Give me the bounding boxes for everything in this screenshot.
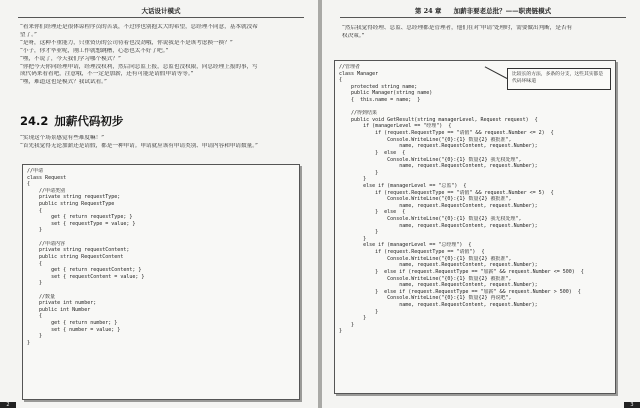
code-line: { (27, 260, 43, 267)
chapter-label: 第 24 章 (414, 7, 442, 15)
code-line: } (27, 227, 43, 234)
chapter-title: 加薪非要老总批？——职责链模式 (453, 7, 552, 15)
code-line: } (339, 328, 343, 335)
code-line: } else if (request.RequestType == "加薪" && request.Number > 500) { (339, 288, 581, 295)
code-line: public Manager(string name) (339, 90, 433, 97)
code-line: if (managerLevel == "经理") { (339, 123, 452, 130)
code-line: name, request.RequestContent, request.Number); (339, 301, 538, 308)
code-line: } (339, 176, 367, 183)
code-smell-callout: 比较长的方法，多条的分支，这些其实都是代码坏味道 (507, 68, 611, 90)
code-line: if (request.RequestType == "请假" && request.Number <= 2) { (339, 130, 554, 137)
code-line: if (request.RequestType == "请假" && request.Number <= 5) { (339, 189, 554, 196)
paragraph-line: “你把今天你向经理申请，经理没权利，然后向总监上报，总监也没权限，向总经理上报的事，写 (20, 63, 258, 70)
manager-class-code-block (334, 60, 616, 394)
code-line: name, request.RequestContent, request.Number); (339, 282, 538, 289)
right-running-head (340, 7, 626, 18)
paragraph-line: 权决策。” (342, 32, 365, 39)
code-line: get { return requestContent; } (27, 267, 142, 274)
code-line: set { requestType = value; } (27, 220, 136, 227)
left-running-head (18, 7, 304, 18)
code-line: name, request.RequestContent, request.Number); (339, 262, 538, 269)
code-line: name, request.RequestContent, request.Number); (339, 163, 538, 170)
paragraph-line: “首先我觉得无论加薪还是请假，都是一种申请。申请就应该有申请类别、申请内容和申请数量。” (20, 142, 258, 149)
code-line: Console.WriteLine("{0}:{1} 数量{2} 我无权处理", (339, 216, 522, 223)
right-top-paragraphs (342, 25, 624, 41)
section-number: 24.2 (20, 114, 49, 128)
code-line: } else if (request.RequestType == "加薪" && request.Number <= 500) { (339, 268, 584, 275)
code-line: protected string name; (339, 83, 418, 90)
code-line (27, 287, 299, 294)
code-line: Console.WriteLine("{0}:{1} 数量{2} 被批准", (339, 196, 512, 203)
code-line: { (339, 77, 343, 84)
section-heading (20, 113, 123, 129)
code-line: else if (managerLevel == "总监") { (339, 182, 467, 189)
code-line: private int number; (27, 300, 97, 307)
code-line: } (339, 308, 379, 315)
code-line (339, 104, 615, 111)
code-line: } (339, 229, 379, 236)
paragraph-line: “看来你们经理还是很体谅程序员的苦衷，不过你也别抱太大的希望，总经理不同意，基本就没希 (20, 24, 258, 30)
code-line: class Request (27, 174, 67, 181)
paragraph-line: “实现这个场景感觉有些难度嘛！” (20, 135, 105, 141)
code-line: } else { (339, 149, 406, 156)
code-line: Console.WriteLine("{0}:{1} 数量{2} 被批准", (339, 275, 512, 282)
code-line: } (339, 169, 379, 176)
code-line: public string RequestContent (27, 253, 124, 260)
code-line: public void GetResult(string managerLevel, Request request) { (339, 116, 538, 123)
code-line: set { requestContent = value; } (27, 273, 145, 280)
code-line: } else { (339, 209, 406, 216)
code-line: get { return requestType; } (27, 214, 133, 221)
paragraph-line: “小子，你才毕业呢，刚工作就想跳槽，心态也太不好了吧。” (20, 47, 169, 54)
code-line (27, 234, 299, 241)
code-line: } (339, 321, 355, 328)
section-title: 加薪代码初步 (54, 114, 124, 128)
code-line: { this.name = name; } (339, 97, 421, 104)
code-line: name, request.RequestContent, request.Number); (339, 222, 538, 229)
code-line: Console.WriteLine("{0}:{1} 数量{2} 再说吧", (339, 295, 512, 302)
code-line: Console.WriteLine("{0}:{1} 数量{2} 我无权处理", (339, 156, 522, 163)
code-line: public int Number (27, 306, 91, 313)
left-top-paragraphs (20, 24, 302, 87)
paragraph-line: “嘿，难道这也是模式？我试试看。” (20, 79, 107, 86)
code-line: public string RequestType (27, 201, 115, 208)
paragraph-line: 成代码来看看吧，注意哦，不一定是加薪，还有可能是请假申请等等。” (20, 71, 194, 78)
code-line: //得到结果 (339, 110, 378, 117)
code-line: //申请内容 (27, 240, 66, 247)
code-line: private string requestContent; (27, 247, 130, 254)
code-line: } (27, 339, 31, 346)
code-line: Console.WriteLine("{0}:{1} 数量{2} 被批准", (339, 255, 512, 262)
code-line: get { return number; } (27, 320, 118, 327)
code-line: Console.WriteLine("{0}:{1} 数量{2} 被批准", (339, 136, 512, 143)
code-line: if (request.RequestType == "请假") { (339, 249, 485, 256)
code-line: class Manager (339, 70, 379, 77)
code-line: { (27, 313, 43, 320)
left-page (0, 0, 318, 408)
request-class-code-block (22, 164, 300, 400)
paragraph-line: “是呀，这种不重能力，只重资历的公司待着也没劲哦，你说我是不是该考虑换一换？” (20, 39, 233, 46)
right-page-number: 3 (624, 402, 640, 408)
code-line: name, request.RequestContent, request.Number); (339, 143, 538, 150)
left-mid-paragraphs (20, 135, 302, 151)
code-line: //申请类别 (27, 187, 66, 194)
paragraph-line: “嘿，不说了，今天我们学习哪个模式？” (20, 55, 121, 62)
code-line: } (339, 235, 367, 242)
code-line: else if (managerLevel == "总经理") { (339, 242, 472, 249)
code-line: } (27, 280, 43, 287)
code-line: { (27, 207, 43, 214)
code-line: //申请 (27, 168, 44, 174)
paragraph-line: “然后我觉得经理、总监、总经理都是管理者，他们在对‘申请’处理时，需要做出判断，是否有 (342, 25, 573, 31)
paragraph-line: 望了。” (20, 31, 37, 38)
book-title: 大话设计模式 (141, 7, 181, 15)
code-line: { (27, 181, 31, 188)
code-line: name, request.RequestContent, request.Number); (339, 202, 538, 209)
code-line: } (339, 315, 367, 322)
code-line: private string requestType; (27, 194, 121, 201)
code-line: //数量 (27, 293, 56, 300)
left-page-number: 2 (0, 402, 16, 408)
code-line: set { number = value; } (27, 326, 121, 333)
code-line: } (27, 333, 43, 340)
code-line: //管理者 (339, 64, 361, 70)
